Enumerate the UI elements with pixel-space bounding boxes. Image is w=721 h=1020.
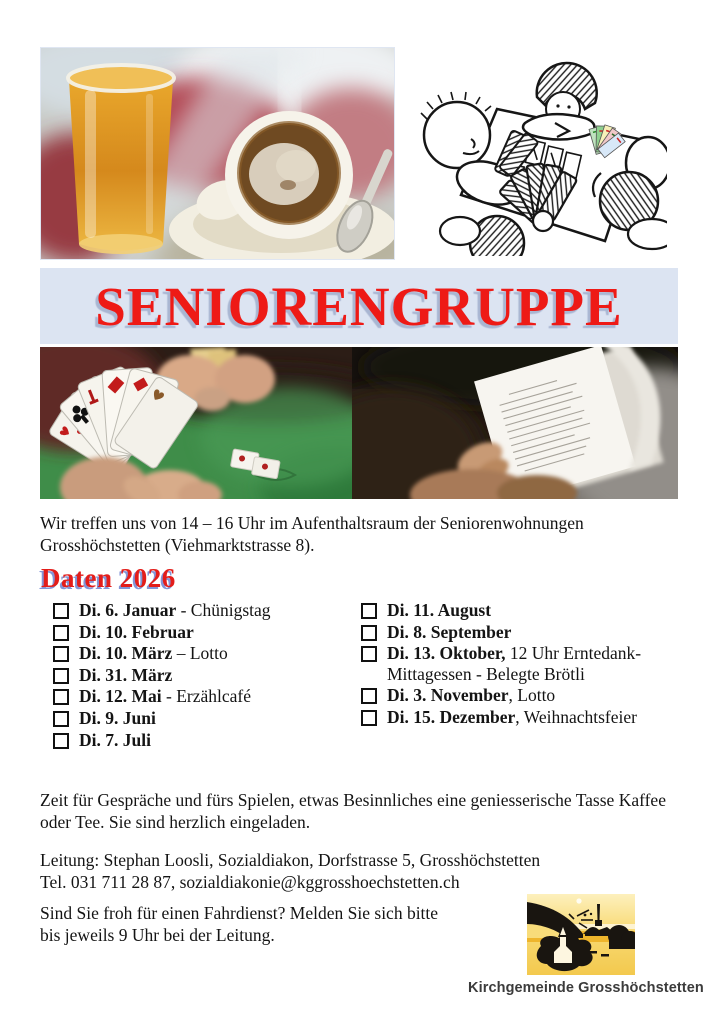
- checkbox-icon: [53, 733, 69, 749]
- checkbox-icon: [361, 603, 377, 619]
- intro-line-1: Wir treffen uns von 14 – 16 Uhr im Aufenthaltsraum der Seniorenwohnungen: [40, 513, 584, 533]
- date-text: [79, 600, 271, 621]
- logo-caption: Kirchgemeinde Grosshöchstetten: [468, 980, 704, 996]
- checkbox-icon: [361, 646, 377, 662]
- date-item: [52, 730, 352, 751]
- date-bold: Di. 15. Dezember: [387, 706, 516, 727]
- date-item: [360, 685, 678, 706]
- zeit-line-2: oder Tee. Sie sind herzlich eingeladen.: [40, 812, 311, 832]
- date-rest: , Lotto: [508, 685, 556, 706]
- date-item: [52, 665, 352, 686]
- drawing-card-players: [405, 53, 667, 256]
- playing-cards-illustration: [40, 347, 352, 499]
- date-text: [387, 622, 511, 643]
- checkbox-icon: [53, 668, 69, 684]
- intro-paragraph: [40, 512, 690, 556]
- card-players-clipart: [405, 53, 667, 256]
- date-text: [79, 643, 228, 664]
- intro-line-2: Grosshöchstetten (Viehmarktstrasse 8).: [40, 535, 315, 555]
- date-text: [79, 622, 194, 643]
- fahrdienst-line-2: bis jeweils 9 Uhr bei der Leitung.: [40, 925, 275, 945]
- checkbox-icon: [53, 711, 69, 727]
- date-bold: Di. 3. November: [387, 685, 509, 706]
- kirchgemeinde-logo-icon: [527, 894, 635, 975]
- checkbox-icon: [53, 646, 69, 662]
- dates-heading: Daten 2026: [41, 563, 176, 593]
- date-bold: Di. 9. Juni: [79, 707, 156, 728]
- date-rest: - Chünigstag: [176, 600, 271, 620]
- photo-tea-and-coffee: [40, 47, 395, 260]
- date-text: [79, 730, 151, 751]
- dates-column-left: [52, 600, 352, 751]
- date-rest: - Erzählcafé: [161, 686, 252, 707]
- date-item: [360, 643, 678, 684]
- date-bold: Di. 10. Februar: [79, 621, 194, 642]
- date-text: [387, 685, 555, 706]
- date-bold: Di. 6. Januar: [79, 600, 177, 620]
- date-bold: Di. 11. August: [387, 600, 492, 620]
- photo-book-reading: [352, 347, 678, 499]
- date-item: [360, 622, 678, 643]
- date-item: [52, 708, 352, 729]
- photo-playing-cards: [40, 347, 352, 499]
- leitung-line-1: Leitung: Stephan Loosli, Sozialdiakon, Dorfstrasse 5, Grosshöchstetten: [40, 850, 541, 870]
- page-title: SENIORENGRUPPE: [95, 275, 623, 337]
- date-bold: Di. 10. März: [79, 643, 173, 664]
- checkbox-icon: [53, 625, 69, 641]
- checkbox-icon: [361, 688, 377, 704]
- date-text: [387, 707, 637, 728]
- date-rest: – Lotto: [172, 643, 228, 664]
- date-bold: Di. 8. September: [387, 621, 512, 642]
- checkbox-icon: [361, 625, 377, 641]
- tea-glass: [68, 65, 174, 254]
- paragraph-fahrdienst: [40, 902, 510, 946]
- date-item: [52, 686, 352, 707]
- date-bold: Di. 31. März: [79, 664, 173, 685]
- date-text: [79, 665, 172, 686]
- date-text: [387, 643, 678, 684]
- date-item: [360, 707, 678, 728]
- book-illustration: [352, 347, 678, 499]
- checkbox-icon: [53, 689, 69, 705]
- date-bold: Di. 13. Oktober,: [387, 643, 506, 664]
- paragraph-zeit: [40, 789, 705, 833]
- date-item: [52, 622, 352, 643]
- dates-column-right: [360, 600, 678, 729]
- date-rest: 12 Uhr Erntedank-Mittagessen - Belegte Brötli: [387, 643, 642, 684]
- date-item: [52, 643, 352, 664]
- date-text: [79, 708, 156, 729]
- kirchgemeinde-logo: [527, 894, 635, 975]
- fahrdienst-line-1: Sind Sie froh für einen Fahrdienst? Melden Sie sich bitte: [40, 903, 439, 923]
- checkbox-icon: [53, 603, 69, 619]
- checkbox-icon: [361, 710, 377, 726]
- zeit-line-1: Zeit für Gespräche und fürs Spielen, etwas Besinnliches eine geniesserische Tasse Kaffee: [40, 790, 666, 810]
- date-text: [387, 600, 491, 621]
- leitung-line-2: Tel. 031 711 28 87, sozialdiakonie@kggrosshoechstetten.ch: [40, 872, 460, 892]
- date-item: [52, 600, 352, 621]
- date-bold: Di. 7. Juli: [79, 729, 151, 750]
- title-band: [40, 268, 678, 344]
- paragraph-leitung: [40, 849, 705, 893]
- date-rest: , Weihnachtsfeier: [515, 706, 637, 727]
- tea-coffee-illustration: [41, 48, 394, 259]
- date-bold: Di. 12. Mai: [79, 686, 162, 707]
- date-item: [360, 600, 678, 621]
- date-text: [79, 686, 251, 707]
